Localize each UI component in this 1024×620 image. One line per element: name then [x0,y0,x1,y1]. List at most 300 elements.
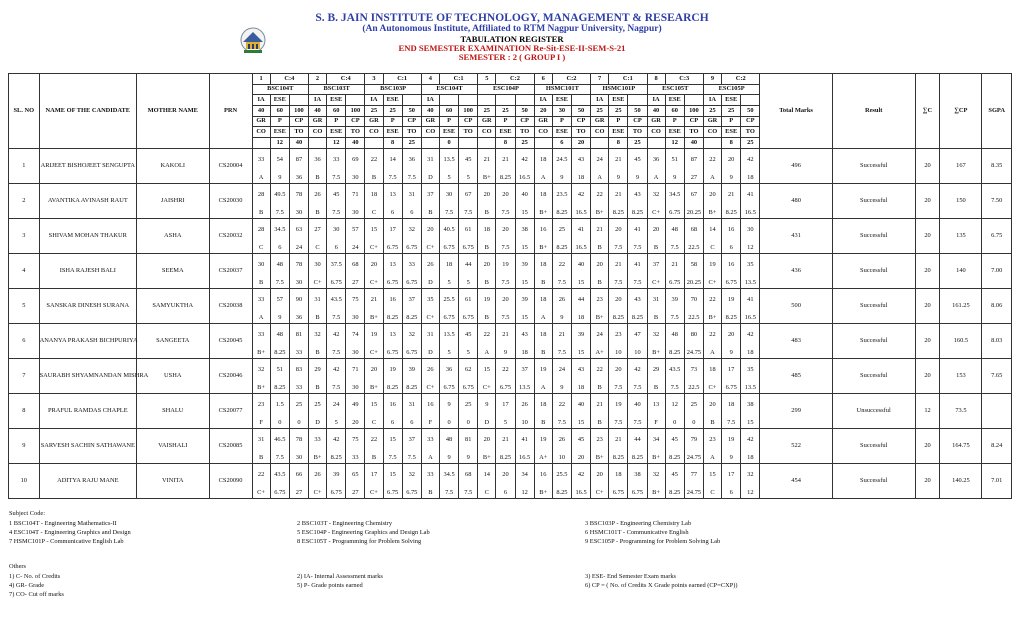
subject-code-header: HSMC101T [534,84,590,95]
max-marks: 20 [534,106,552,117]
marks-value: 43.5 [330,295,342,303]
grade-value: 30 [295,453,303,461]
marks-cell [741,183,760,218]
grade-value: A [710,173,715,181]
grade-value: 7.5 [614,383,623,391]
marks-cell [365,148,383,183]
subject-number: 1 [252,74,270,85]
marks-value: 13 [389,190,396,198]
max-marks: 100 [346,106,365,117]
grade-value: 18 [747,173,754,181]
marks-value: 18 [540,155,547,163]
grade-value: C+ [595,488,604,496]
marks-cell [327,218,346,253]
marks-cell [270,463,289,498]
grade-value: 7.5 [275,208,284,216]
grade-value: 7.5 [614,278,623,286]
grade-value: B [597,418,602,426]
marks-cell [270,393,289,428]
marks-cell [327,393,346,428]
marks-cell [722,148,741,183]
grade-value: 7.5 [445,488,454,496]
marks-cell [270,183,289,218]
cutoff-label: CO [308,127,326,138]
max-marks: 40 [421,106,439,117]
marks-value: 15 [389,435,396,443]
legend-item: 1) C- No. of Credits [9,573,61,580]
marks-cell [591,358,609,393]
max-marks: 100 [684,106,703,117]
marks-value: 44 [465,260,472,268]
grade-value: 24.75 [686,348,702,356]
grade-value: 33 [295,383,303,391]
marks-cell [665,148,684,183]
marks-cell [327,148,346,183]
marks-value: 35 [747,365,754,373]
grade-value: 12 [747,488,754,496]
marks-value: 15 [483,365,490,373]
marks-cell [270,218,289,253]
sgpa [982,393,1012,428]
grade-value: 27 [690,173,698,181]
sl-no: 10 [9,463,40,498]
marks-cell [628,358,647,393]
marks-cell [402,428,421,463]
grade-value: 9 [447,453,451,461]
marks-cell [684,218,703,253]
marks-value: 20 [709,400,716,408]
marks-cell [346,183,365,218]
marks-cell [609,323,628,358]
marks-value: 43 [634,190,641,198]
result-status: Unsuccessful [832,393,915,428]
marks-value: 77 [690,470,698,478]
prn: CS20004 [209,148,252,183]
marks-cell [609,428,628,463]
grade-value: B [653,383,659,391]
marks-cell [515,393,534,428]
grade-value: 18 [747,453,754,461]
grade-value: 5 [466,348,470,356]
marks-cell [402,183,421,218]
marks-value: 23 [596,435,603,443]
marks-value: 20 [615,365,622,373]
marks-value: 18 [540,295,547,303]
marks-value: 31 [427,155,434,163]
sgpa-header: SGPA [982,74,1012,149]
marks-value: 35 [427,295,434,303]
grade-value: B [484,313,489,321]
grade-value: C+ [482,383,491,391]
institute-affiliation: (An Autonomous Institute, Affiliated to RTM Nagpur University, Nagpur) [362,24,662,35]
grade-value: F [654,418,658,426]
grade-value: B [597,278,602,286]
marks-cell [684,253,703,288]
marks-value: 43 [634,295,641,303]
marks-value: 17 [727,470,735,478]
marks-cell [459,183,478,218]
marks-value: 22 [558,260,566,268]
grade-value: 18 [577,383,585,391]
marks-value: 22 [370,155,378,163]
marks-cell [572,463,591,498]
marks-value: 21 [596,400,603,408]
grade-value: 7.5 [332,173,341,181]
marks-value: 21 [615,435,622,443]
grade-value: A [484,348,490,356]
marks-value: 20 [727,155,735,163]
component-label: IA [534,95,552,106]
marks-value: 65 [352,470,359,478]
marks-cell [591,253,609,288]
grade-value: 12 [747,243,754,251]
marks-cell [459,323,478,358]
marks-value: 81 [465,435,472,443]
grade-value: A [597,173,602,181]
prn: CS20037 [209,253,252,288]
grade-value: 20 [577,453,585,461]
marks-cell [439,148,458,183]
marks-value: 31 [257,435,265,443]
marks-cell [289,288,308,323]
grade-value: 9 [616,173,620,181]
grade-value: B [653,313,659,321]
marks-value: 37 [652,260,660,268]
grade-value: 6 [410,418,414,426]
grade-value: 15 [521,243,528,251]
marks-value: 48 [671,225,678,233]
sgpa: 8.06 [982,288,1012,323]
register-title: TABULATION REGISTER [460,33,564,44]
marks-value: 18 [540,400,547,408]
marks-cell [308,253,326,288]
cutoff-marks: 20 [572,138,591,149]
marks-value: 20 [483,190,490,198]
marks-cell [703,253,721,288]
marks-cell [383,428,402,463]
marks-cell [722,183,741,218]
cutoff-label: TO [289,127,308,138]
marks-cell [478,183,496,218]
max-marks: 50 [515,106,534,117]
result-status: Successful [832,358,915,393]
marks-value: 13.5 [443,155,455,163]
cutoff-marks [308,138,326,149]
marks-cell [496,183,515,218]
marks-cell [741,148,760,183]
grade-value: B [428,208,433,216]
cutoff-marks: 8 [496,138,515,149]
grade-value: 9 [729,348,733,356]
grade-value: 7.5 [670,383,679,391]
grade-value: 24 [352,243,359,251]
marks-value: 22 [709,330,716,338]
grade-label: CP [628,116,647,127]
sum-cp: 167 [940,148,982,183]
grade-value: B [541,348,546,356]
marks-cell [534,218,552,253]
subject-credit: C:1 [609,74,647,85]
grade-value: C [710,488,715,496]
marks-cell [402,148,421,183]
sl-no: 3 [9,218,40,253]
marks-cell [665,393,684,428]
marks-cell [478,288,496,323]
marks-cell [421,428,439,463]
marks-value: 19 [370,330,378,338]
marks-value: 34.5 [443,470,455,478]
grade-value: 6 [729,488,733,496]
subject-number: 2 [308,74,326,85]
marks-cell [289,358,308,393]
marks-cell [289,393,308,428]
marks-value: 19 [389,365,396,373]
grade-label: CP [515,116,534,127]
marks-value: 61 [465,225,472,233]
component-label: IA [421,95,439,106]
marks-cell [478,148,496,183]
grade-value: 16.5 [575,243,587,251]
component-label [628,95,647,106]
marks-cell [628,183,647,218]
marks-value: 21 [502,155,509,163]
grade-value: 6.75 [406,488,418,496]
marks-value: 33 [333,155,340,163]
marks-value: 25 [295,400,303,408]
result-status: Successful [832,253,915,288]
marks-value: 25 [465,400,472,408]
institute-name: S. B. JAIN INSTITUTE OF TECHNOLOGY, MANAGEMENT & RESEARCH [315,12,709,24]
component-label [741,95,760,106]
marks-cell [665,218,684,253]
prn: CS20030 [209,183,252,218]
marks-value: 49 [352,400,359,408]
mother-name: ASHA [137,218,210,253]
max-marks: 25 [703,106,721,117]
max-marks: 40 [252,106,270,117]
marks-cell [684,323,703,358]
marks-cell [346,148,365,183]
cutoff-marks: 12 [327,138,346,149]
marks-cell [552,253,571,288]
subject-code-header: ESC105P [703,84,759,95]
table-row [9,323,1012,358]
grade-value: 16.5 [519,453,531,461]
marks-cell [703,323,721,358]
marks-cell [459,358,478,393]
marks-value: 25 [314,400,321,408]
grade-value: 7.5 [614,418,623,426]
grade-value: B+ [652,348,660,356]
grade-value: A [653,173,659,181]
marks-value: 21 [370,295,378,303]
marks-value: 18 [445,260,453,268]
cutoff-marks: 40 [346,138,365,149]
marks-cell [572,393,591,428]
marks-cell [741,288,760,323]
sl-no: 8 [9,393,40,428]
grade-value: 6 [729,243,733,251]
grade-value: 8.25 [406,383,418,391]
marks-value: 21 [615,155,622,163]
prn: CS20046 [209,358,252,393]
marks-value: 38 [747,400,754,408]
subject-code-item: 5 ESC104P - Engineering Graphics and Design Lab [297,529,430,536]
marks-value: 32 [408,330,415,338]
grade-value: A [258,173,264,181]
marks-value: 39 [333,470,340,478]
sl-no: 9 [9,428,40,463]
marks-value: 22 [558,400,566,408]
marks-cell [327,428,346,463]
marks-value: 32 [652,190,660,198]
marks-value: 13 [389,330,396,338]
grade-value: 33 [295,348,303,356]
grade-value: 7.5 [633,243,642,251]
max-marks: 50 [402,106,421,117]
grade-value: 7.5 [407,173,416,181]
sum-credits: 20 [915,288,940,323]
marks-cell [665,428,684,463]
cutoff-label: TO [402,127,421,138]
marks-cell [665,463,684,498]
marks-value: 42 [577,190,585,198]
grade-value: 20.25 [686,208,702,216]
marks-cell [496,323,515,358]
component-label [289,95,308,106]
marks-value: 67 [465,190,472,198]
grade-value: 36 [295,173,303,181]
candidate-name: ADITYA RAJU MANE [39,463,136,498]
result-status: Successful [832,288,915,323]
cutoff-marks: 25 [628,138,647,149]
marks-value: 24 [596,330,603,338]
marks-cell [647,393,665,428]
marks-cell [703,218,721,253]
grade-value: B [597,383,602,391]
grade-value: 5 [466,278,470,286]
grade-value: B+ [370,313,378,321]
total-marks: 483 [760,323,833,358]
grade-value: 30 [352,173,359,181]
grade-value: 9 [560,383,564,391]
grade-value: 6.75 [330,488,342,496]
marks-cell [402,288,421,323]
grade-value: B+ [313,453,322,461]
marks-value: 41 [577,225,585,233]
marks-cell [515,148,534,183]
mother-name: SHALU [137,393,210,428]
grade-label: GR [252,116,270,127]
component-label: IA [591,95,609,106]
marks-cell [741,463,760,498]
cutoff-label: ESE [665,127,684,138]
marks-cell [383,218,402,253]
marks-value: 34 [652,435,660,443]
grade-value: B+ [370,383,378,391]
marks-value: 16 [540,225,547,233]
marks-cell [496,218,515,253]
marks-value: 45 [577,435,585,443]
max-marks: 25 [383,106,402,117]
cutoff-label: ESE [383,127,402,138]
grade-value: 7.5 [464,208,473,216]
max-marks: 25 [365,106,383,117]
marks-value: 45 [671,470,678,478]
marks-value: 26 [314,190,321,198]
mother-name: VAISHALI [137,428,210,463]
cutoff-label: CO [421,127,439,138]
component-label: ESE [609,95,628,106]
marks-value: 45 [333,190,340,198]
sgpa: 7.65 [982,358,1012,393]
marks-cell [515,428,534,463]
mother-name: SEEMA [137,253,210,288]
marks-cell [722,463,741,498]
grade-value: B [371,453,377,461]
marks-value: 18 [540,330,547,338]
marks-value: 33 [257,155,265,163]
marks-cell [402,253,421,288]
grade-value: 7.5 [388,453,397,461]
grade-value: 16.5 [744,313,756,321]
grade-value: 8.25 [274,348,286,356]
marks-cell [383,288,402,323]
marks-cell [327,358,346,393]
marks-cell [572,218,591,253]
sum-credits: 20 [915,148,940,183]
grade-value: C+ [370,488,378,496]
marks-value: 33 [314,435,321,443]
marks-cell [421,463,439,498]
table-row [9,428,1012,463]
result-status: Successful [832,183,915,218]
sgpa: 8.03 [982,323,1012,358]
cutoff-label: TO [572,127,591,138]
marks-cell [383,148,402,183]
marks-cell [703,288,721,323]
cutoff-marks [478,138,496,149]
cutoff-marks: 8 [722,138,741,149]
marks-cell [534,428,552,463]
grade-value: B+ [652,488,660,496]
cutoff-label: TO [741,127,760,138]
marks-value: 48 [445,435,453,443]
grade-value: C+ [370,278,378,286]
grade-label: CP [289,116,308,127]
grade-value: 5 [334,418,338,426]
grade-value: C+ [426,243,435,251]
marks-cell [609,358,628,393]
grade-value: 8.25 [669,348,681,356]
marks-cell [722,358,741,393]
max-marks: 60 [327,106,346,117]
marks-cell [439,218,458,253]
max-marks: 25 [722,106,741,117]
marks-cell [684,183,703,218]
grade-value: 8.25 [387,383,399,391]
grade-value: 6.75 [387,488,399,496]
marks-cell [722,323,741,358]
mother-name: KAKOLI [137,148,210,183]
marks-value: 25 [690,400,698,408]
marks-value: 62 [465,365,472,373]
marks-cell [515,323,534,358]
grade-label: P [270,116,289,127]
subject-code-list [9,520,1009,545]
marks-value: 43 [521,330,528,338]
grade-value: B [371,173,377,181]
